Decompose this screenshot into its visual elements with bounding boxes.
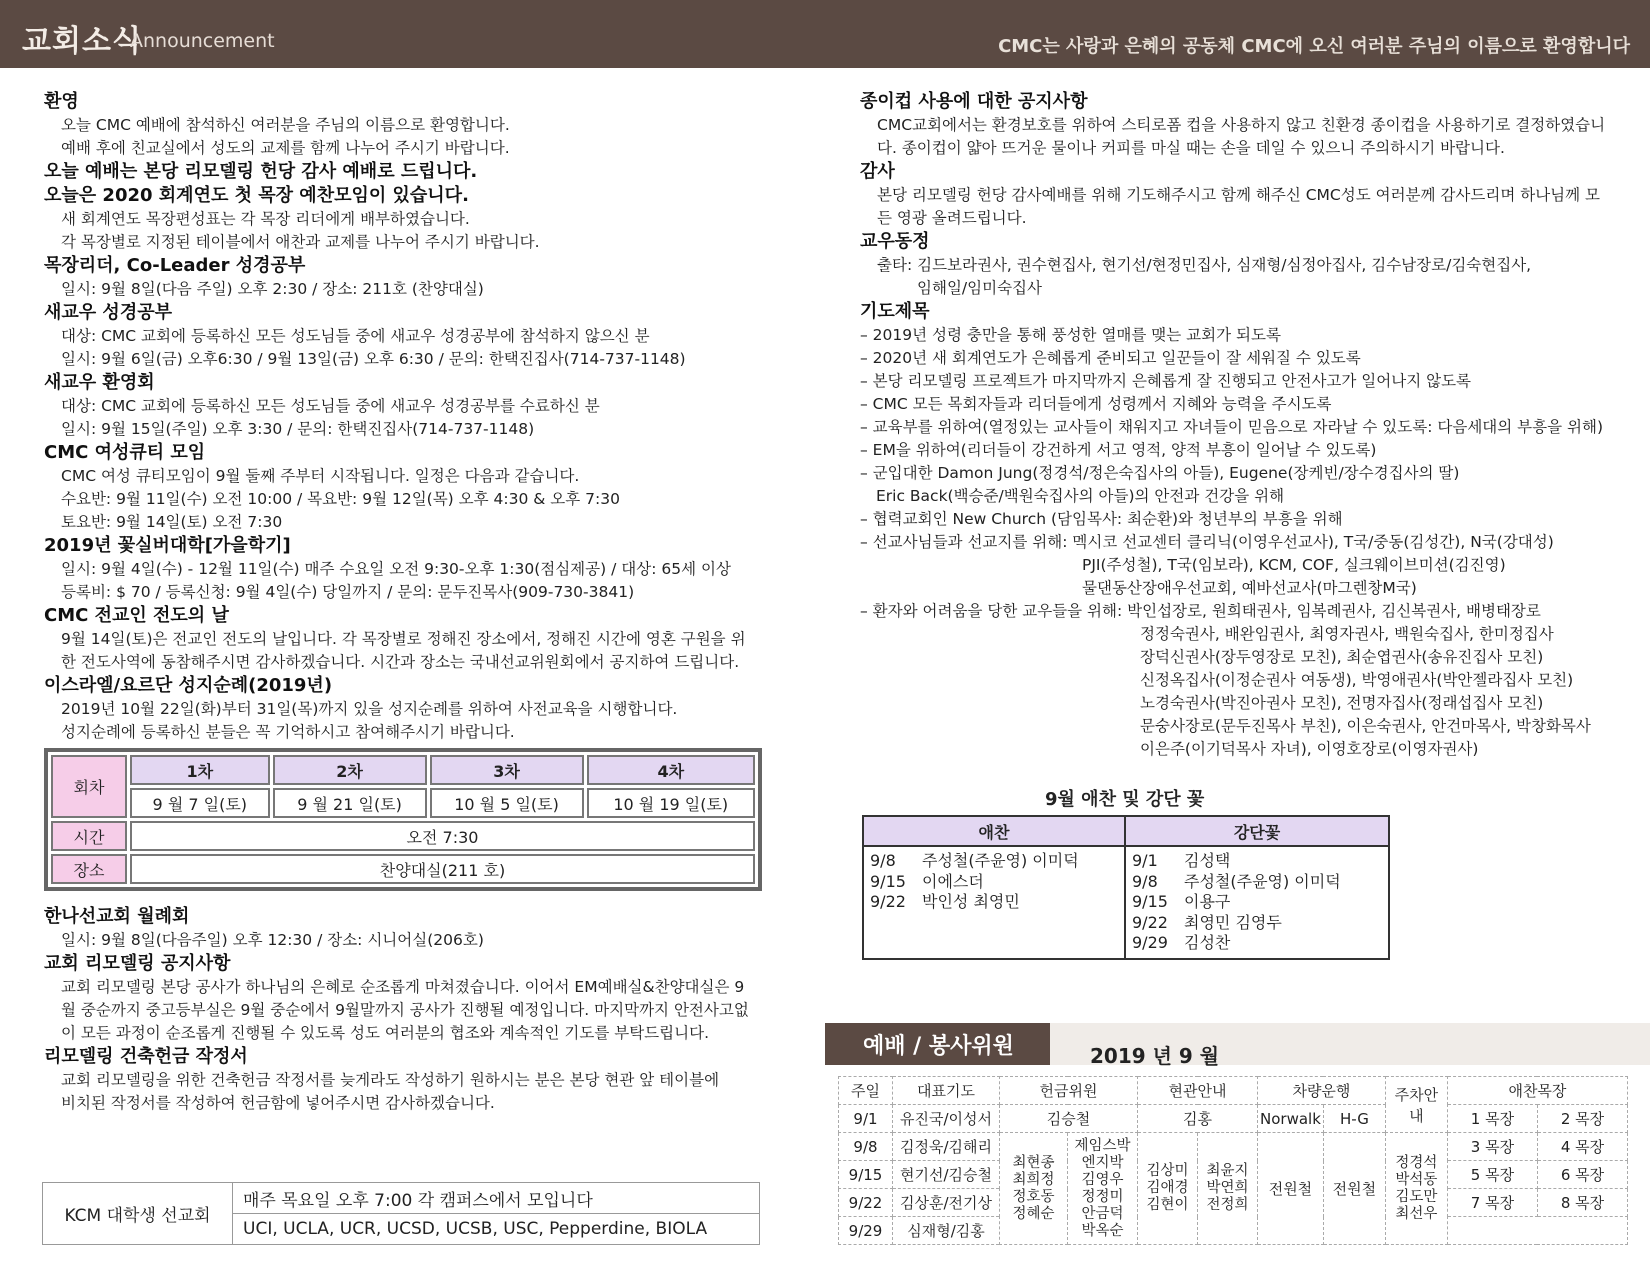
prayer-item: – 선교사님들과 선교지를 위해: 멕시코 선교센터 클리닉(이영우선교사), T국/중동(김성간), N국(강대성)	[860, 533, 1554, 551]
prayer-leader: 김상훈/전기상	[893, 1189, 1000, 1217]
door-group-b	[1198, 1133, 1258, 1245]
welcome-tagline: CMC는 사랑과 은혜의 공동체 CMC에 오신 여러분 주님의 이름으로 환영합니다	[998, 36, 1630, 57]
notice-title: 새교우 성경공부	[44, 302, 172, 323]
offering-member: 최현종	[1012, 1154, 1055, 1171]
prayer-item: 물댄동산장애우선교회, 예바선교사(마그렌창M국)	[1082, 579, 1417, 597]
col-header: 주차안내	[1385, 1077, 1447, 1133]
notice-line: 든 영광 올려드립니다.	[877, 209, 1027, 227]
offering-member: 김영우	[1081, 1171, 1124, 1188]
notice-line: 일시: 9월 6일(금) 오후6:30 / 9월 13일(금) 오후 6:30 / 문의: 한택진집사(714-737-1148)	[61, 350, 686, 368]
round-header: 3차	[430, 755, 584, 785]
prayer-item: – 군입대한 Damon Jung(정경석/정은숙집사의 아들), Eugene(장케빈/장수경집사의 딸)	[860, 464, 1460, 482]
left-column	[44, 90, 764, 1115]
mokjang: 2 목장	[1537, 1105, 1627, 1133]
mokjang: 4 목장	[1537, 1133, 1627, 1161]
parking-attendant: 최선우	[1395, 1205, 1438, 1222]
notice-line: 각 목장별로 지정된 테이블에서 애찬과 교제를 나누어 주시기 바랍니다.	[61, 233, 540, 251]
notice-line: 일시: 9월 4일(수) - 12월 11일(수) 매주 수요일 오전 9:30-오후 1:30(점심제공) / 대상: 65세 이상	[61, 560, 731, 578]
round-header: 4차	[587, 755, 755, 785]
flower-table	[862, 815, 1390, 960]
prayer-item: – 2020년 새 회계연도가 은혜롭게 준비되고 일꾼들이 잘 세워질 수 있도록	[860, 349, 1361, 367]
evangelism-day	[44, 604, 764, 674]
prayer-item: Eric Back(백승준/백원숙집사의 아들)의 안전과 건강을 위해	[876, 487, 1285, 505]
round-date: 10 월 5 일(토)	[430, 788, 584, 818]
prayer-item: – 협력교회인 New Church (담임목사: 최순환)와 청년부의 부흥을 위해	[860, 510, 1343, 528]
offering-member: 김승철	[1000, 1105, 1138, 1133]
leader-bible-study	[44, 254, 764, 301]
round-date: 10 월 19 일(토)	[587, 788, 755, 818]
sunday-date: 9/22	[839, 1189, 893, 1217]
round-date: 9 월 21 일(토)	[273, 788, 427, 818]
notice-title: CMC 여성큐티 모임	[44, 442, 206, 463]
service-month: 2019 년 9 월	[1090, 1044, 1220, 1068]
notice-line: 성지순례에 등록하신 분들은 꼭 기억하시고 참여해주시기 바랍니다.	[61, 723, 515, 741]
prayer-item: 정정숙권사, 배완임권사, 최영자권사, 백원숙집사, 한미정집사	[1140, 625, 1554, 643]
door-greeter: 김현이	[1146, 1197, 1189, 1213]
flower-table-title: 9월 애찬 및 강단 꽃	[1045, 789, 1205, 810]
driver: H-G	[1323, 1105, 1385, 1133]
flower-date: 9/15	[1132, 892, 1168, 911]
fellowship-row	[870, 851, 1118, 872]
welcome-title: 환영	[44, 91, 79, 112]
flower-row	[1132, 913, 1382, 934]
hanna-mission	[44, 905, 764, 952]
fellowship-names: 이에스더	[922, 871, 984, 891]
flower-row	[1132, 851, 1382, 872]
flower-names: 김성택	[1184, 851, 1231, 870]
flower-date: 9/1	[1132, 851, 1158, 870]
notice-line: 수요반: 9월 11일(수) 오전 10:00 / 목요반: 9월 12일(목) 오후 4:30 & 오후 7:30	[61, 490, 620, 508]
notice-line: 교회 리모델링을 위한 건축헌금 작정서를 늦게라도 작성하기 원하시는 분은 본당 현관 앞 테이블에	[61, 1071, 720, 1089]
welcome-line: 예배 후에 친교실에서 성도의 교제를 함께 나누어 주시기 바랍니다.	[61, 139, 510, 157]
mokjang: 5 목장	[1447, 1161, 1537, 1189]
notice-title: 교우동정	[860, 231, 930, 252]
flower-row	[1132, 933, 1382, 954]
prayer-item: 장덕신권사(장두영장로 모친), 최순엽권사(송유진집사 모친)	[1140, 648, 1544, 666]
notice-title: 종이컵 사용에 대한 공지사항	[860, 91, 1088, 112]
col-header: 현관안내	[1138, 1077, 1258, 1105]
notice-line: 2019년 10월 22일(화)부터 31일(목)까지 있을 성지순례를 위하여 사전교육을 시행합니다.	[61, 700, 678, 718]
notice-line: CMC교회에서는 환경보호를 위하여 스티로폼 컵을 사용하지 않고 친환경 종이컵을 사용하기로 결정하였습니	[877, 116, 1606, 134]
header-bar	[0, 0, 1650, 68]
parking-attendant: 박석동	[1395, 1171, 1438, 1188]
flower-row	[1132, 892, 1382, 913]
offering-member: 엔지박	[1081, 1154, 1124, 1171]
mokjang-empty	[1447, 1217, 1627, 1245]
kcm-label: KCM 대학생 선교회	[43, 1183, 233, 1245]
notice-title: 교회 리모델링 공지사항	[44, 953, 231, 974]
door-greeter: 김홍	[1138, 1105, 1258, 1133]
driver: 전원철	[1323, 1133, 1385, 1245]
fellowship-row	[870, 872, 1118, 893]
offering-member: 최희정	[1012, 1171, 1055, 1188]
fellowship-date: 9/22	[870, 892, 906, 911]
place-value: 찬양대실(211 호)	[130, 854, 755, 884]
round-date: 9 월 7 일(토)	[130, 788, 270, 818]
prayer-section	[860, 300, 1630, 761]
mokjang: 8 목장	[1537, 1189, 1627, 1217]
fellowship-header: 애찬	[863, 816, 1125, 846]
fellowship-date: 9/8	[870, 851, 896, 870]
notice-line: 한 전도사역에 동참해주시면 감사하겠습니다. 시간과 장소는 국내선교위원회에서 공지하여 드립니다.	[61, 653, 740, 671]
notice-line: 등록비: $ 70 / 등록신청: 9월 4일(수) 당일까지 / 문의: 문두진목사(909-730-3841)	[61, 583, 635, 601]
round-header: 1차	[130, 755, 270, 785]
prayer-item: 문숭사장로(문두진목사 부친), 이은숙권사, 안건마목사, 박창화목사	[1140, 717, 1591, 735]
flower-date: 9/22	[1132, 912, 1168, 932]
mokjang: 7 목장	[1447, 1189, 1537, 1217]
service-section-tab: 예배 / 봉사위원	[825, 1023, 1050, 1065]
mokjang: 6 목장	[1537, 1161, 1627, 1189]
welcome-line: 오늘 CMC 예배에 참석하신 여러분을 주님의 이름으로 환영합니다.	[61, 116, 510, 134]
fellowship-names: 박인성 최영민	[922, 892, 1020, 911]
members-news	[860, 230, 1630, 300]
prayer-item: – 2019년 성령 충만을 통해 풍성한 열매를 맺는 교회가 되도록	[860, 326, 1281, 344]
round-header: 2차	[273, 755, 427, 785]
notice-line: 다. 종이컵이 얇아 뜨거운 물이나 커피를 마실 때는 손을 데일 수 있으니 주의하시기 바랍니다.	[877, 139, 1505, 157]
parking-attendant: 김도만	[1395, 1188, 1438, 1205]
notice-title: CMC 전교인 전도의 날	[44, 605, 229, 626]
offering-member: 박옥순	[1081, 1222, 1124, 1239]
offering-member: 제임스박	[1074, 1137, 1131, 1154]
parking-attendant: 정경석	[1395, 1154, 1438, 1171]
prayer-leader: 유진국/이성서	[893, 1105, 1000, 1133]
driver: Norwalk	[1258, 1105, 1324, 1133]
col-header: 대표기도	[893, 1077, 1000, 1105]
sunday-date: 9/8	[839, 1133, 893, 1161]
notice-line: 9월 14일(토)은 전교인 전도의 날입니다. 각 목장별로 정해진 장소에서, 정해진 시간에 영혼 구원을 위	[61, 630, 746, 648]
flower-names: 최영민 김영두	[1184, 912, 1282, 932]
thanks-notice	[860, 160, 1630, 230]
sunday-date: 9/15	[839, 1161, 893, 1189]
fellowship-list	[863, 846, 1125, 959]
driver: 전원철	[1258, 1133, 1324, 1245]
fellowship-date: 9/15	[870, 871, 906, 891]
prayer-item: PJI(주성철), T국(임보라), KCM, COF, 실크웨이브미션(김진영)	[1082, 556, 1506, 574]
prayer-item: – 교육부를 위하여(열정있는 교사들이 채워지고 자녀들이 믿음으로 자라날 수 있도록: 다음세대의 부흥을 위해)	[860, 418, 1604, 436]
newcomer-bible-study	[44, 301, 764, 371]
altar-flower-list	[1125, 846, 1389, 959]
newcomer-welcome	[44, 371, 764, 441]
notice-title: 이스라엘/요르단 성지순례(2019년)	[44, 675, 333, 696]
flower-names: 주성철(주윤영) 이미덕	[1184, 871, 1341, 891]
remodel-notice	[44, 952, 764, 1045]
notice-title: 감사	[860, 161, 895, 182]
prayer-item: – 환자와 어려움을 당한 교우들을 위해: 박인섭장로, 원희태권사, 임복례권사, 김신복권사, 배병태장로	[860, 602, 1541, 620]
col-header: 주일	[839, 1077, 893, 1105]
notice-line: 토요반: 9월 14일(토) 오전 7:30	[61, 513, 283, 531]
sunday-date: 9/1	[839, 1105, 893, 1133]
notice-line: 교회 리모델링 본당 공사가 하나님의 은혜로 순조롭게 마쳐졌습니다. 이어서 EM예배실&찬양대실은 9	[61, 978, 745, 996]
prayer-title: 기도제목	[860, 301, 930, 322]
notice-line: 대상: CMC 교회에 등록하신 모든 성도님들 중에 새교우 성경공부를 수료하신 분	[61, 397, 600, 415]
mokjang: 3 목장	[1447, 1133, 1537, 1161]
prayer-item: – 본당 리모델링 프로젝트가 마지막까지 은혜롭게 잘 진행되고 안전사고가 일어나지 않도록	[860, 372, 1472, 390]
notice-title: 리모델링 건축헌금 작정서	[44, 1046, 248, 1067]
prayer-item: 노경숙권사(박진아권사 모친), 전명자집사(정래섭집사 모친)	[1140, 694, 1544, 712]
notice-line: 임해일/임미숙집사	[917, 279, 1043, 297]
notice-line: 본당 리모델링 헌당 감사예배를 위해 기도해주시고 함께 해주신 CMC성도 여러분께 감사드리며 하나님께 모	[877, 186, 1601, 204]
kcm-campuses: UCI, UCLA, UCR, UCSD, UCSB, USC, Pepperdine, BIOLA	[233, 1214, 760, 1245]
offering-group-b	[1068, 1133, 1138, 1245]
notice-line: 비치된 작정서를 작성하여 헌금함에 넣어주시면 감사하겠습니다.	[61, 1094, 495, 1112]
notice-title: 오늘은 2020 회계연도 첫 목장 예찬모임이 있습니다.	[44, 185, 469, 206]
notice-first-meeting	[44, 184, 764, 254]
flower-date: 9/8	[1132, 871, 1158, 891]
door-greeter: 김애경	[1146, 1180, 1189, 1196]
col-header: 차량운행	[1258, 1077, 1386, 1105]
prayer-leader: 현기선/김승철	[893, 1161, 1000, 1189]
offering-member: 정호동	[1012, 1188, 1055, 1205]
parking-group	[1385, 1133, 1447, 1245]
notice-title: 새교우 환영회	[44, 372, 155, 393]
notice-line: 대상: CMC 교회에 등록하신 모든 성도님들 중에 새교우 성경공부에 참석하지 않으신 분	[61, 327, 650, 345]
notice-line: 출타: 김드보라권사, 권수현집사, 현기선/현정민집사, 심재형/심정아집사, 김수남장로/김숙현집사,	[877, 256, 1532, 274]
kcm-box	[42, 1182, 760, 1245]
place-label: 장소	[51, 854, 127, 884]
flower-date: 9/29	[1132, 933, 1168, 952]
notice-line: 일시: 9월 8일(다음 주일) 오후 2:30 / 장소: 211호 (찬양대실)	[61, 280, 484, 298]
sunday-date: 9/29	[839, 1217, 893, 1245]
notice-line: 일시: 9월 15일(주일) 오후 3:30 / 문의: 한택진집사(714-737-1148)	[61, 420, 535, 438]
prayer-item: 이은주(이기덕목사 자녀), 이영호장로(이영자권사)	[1140, 740, 1479, 758]
prayer-leader: 심재형/김홍	[893, 1217, 1000, 1245]
notice-line: 새 회계연도 목장편성표는 각 목장 리더에게 배부하였습니다.	[61, 210, 470, 228]
prayer-leader: 김정욱/김해리	[893, 1133, 1000, 1161]
flower-names: 이용구	[1184, 892, 1231, 911]
kcm-meeting: 매주 목요일 오후 7:00 각 캠퍼스에서 모입니다	[233, 1183, 760, 1214]
pledge-notice	[44, 1045, 764, 1115]
time-value: 오전 7:30	[130, 821, 755, 851]
time-label: 시간	[51, 821, 127, 851]
col-header: 헌금위원	[1000, 1077, 1138, 1105]
notice-line: 이 모든 과정이 순조롭게 진행될 수 있도록 성도 여러분의 협조와 계속적인 기도를 부탁드립니다.	[61, 1024, 710, 1042]
prayer-item: – CMC 모든 목회자들과 리더들에게 성령께서 지혜와 능력을 주시도록	[860, 395, 1332, 413]
prayer-item: – EM을 위하여(리더들이 강건하게 서고 영적, 양적 부흥이 일어날 수 있도록)	[860, 441, 1377, 459]
service-volunteer-table	[838, 1076, 1628, 1245]
notice-line: CMC 여성 큐티모임이 9월 둘째 주부터 시작됩니다. 일정은 다음과 같습니다.	[61, 467, 580, 485]
flower-names: 김성찬	[1184, 933, 1231, 952]
notice-title: 2019년 꽃실버대학[가을학기]	[44, 535, 291, 556]
women-qt	[44, 441, 764, 534]
pilgrimage-schedule-table	[44, 748, 762, 891]
notice-title: 한나선교회 월례회	[44, 906, 190, 927]
door-greeter: 박연희	[1206, 1180, 1249, 1196]
offering-member: 정정미	[1081, 1188, 1124, 1205]
flower-row	[1132, 872, 1382, 893]
section-title: 교회소식	[22, 24, 142, 59]
altar-flower-header: 강단꽃	[1125, 816, 1389, 846]
offering-group-a	[1000, 1133, 1068, 1245]
right-column	[860, 90, 1630, 761]
door-group-a	[1138, 1133, 1198, 1245]
silver-college	[44, 534, 764, 604]
cup-notice	[860, 90, 1630, 160]
offering-member: 안금덕	[1081, 1205, 1124, 1222]
notice-line: 일시: 9월 8일(다음주일) 오후 12:30 / 장소: 시니어실(206호)	[61, 931, 484, 949]
door-greeter: 김상미	[1146, 1163, 1189, 1179]
mokjang: 1 목장	[1447, 1105, 1537, 1133]
notice-line: 월 중순까지 중고등부실은 9월 중순에서 9월말까지 공사가 진행될 예정입니다. 마지막까지 안전사고없	[61, 1001, 749, 1019]
section-subtitle: Announcement	[130, 30, 275, 52]
round-label: 회차	[51, 755, 127, 818]
pilgrimage	[44, 674, 764, 744]
fellowship-names: 주성철(주윤영) 이미덕	[922, 851, 1079, 870]
door-greeter: 최윤지	[1206, 1163, 1249, 1179]
notice-title: 목장리더, Co-Leader 성경공부	[44, 255, 306, 276]
col-header: 애찬목장	[1447, 1077, 1627, 1105]
notice-remodel-service: 오늘 예배는 본당 리모델링 헌당 감사 예배로 드립니다.	[44, 161, 478, 182]
prayer-item: 신정옥집사(이정순권사 여동생), 박영애권사(박안젤라집사 모친)	[1140, 671, 1574, 689]
welcome-section	[44, 90, 764, 160]
fellowship-row	[870, 892, 1118, 913]
offering-member: 정혜순	[1012, 1205, 1055, 1222]
door-greeter: 전정희	[1206, 1197, 1249, 1213]
